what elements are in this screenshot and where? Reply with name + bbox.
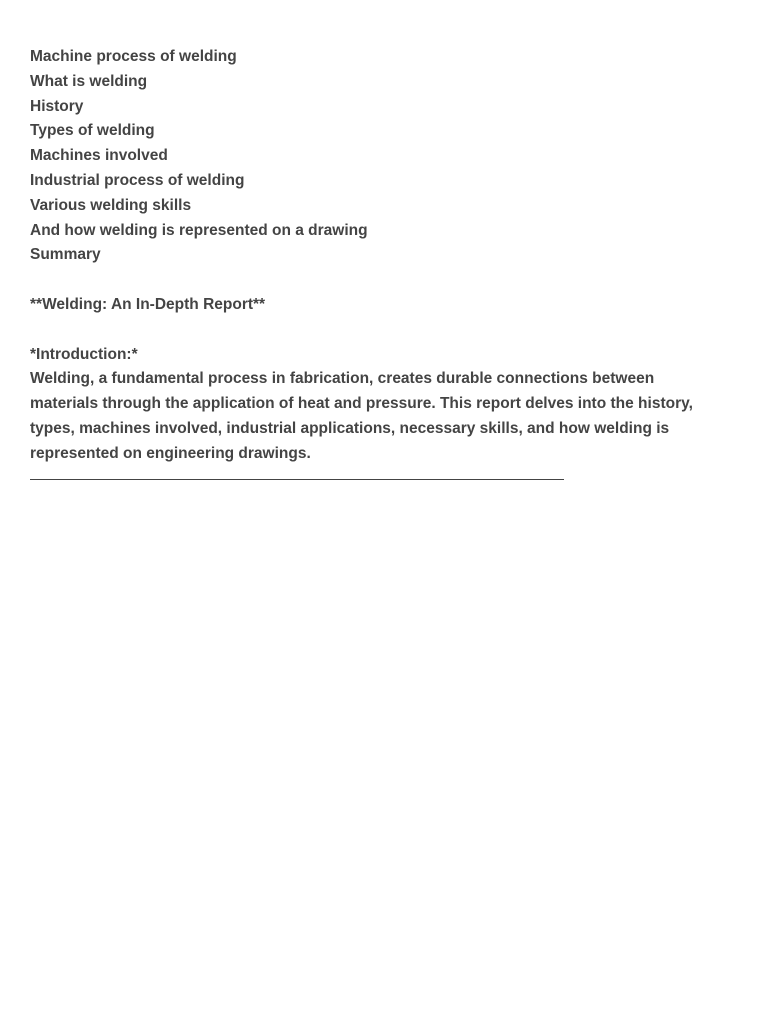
outline-list xyxy=(30,45,730,268)
outline-item: History xyxy=(30,97,84,115)
spacer xyxy=(30,318,730,343)
intro-heading: *Introduction:* xyxy=(30,345,138,363)
outline-item: Various welding skills xyxy=(30,196,192,214)
report-title: **Welding: An In-Depth Report** xyxy=(30,295,266,313)
outline-item: Summary xyxy=(30,246,101,264)
document-body xyxy=(30,45,730,480)
outline-item: Machines involved xyxy=(30,147,168,165)
spacer xyxy=(30,268,730,293)
outline-item: Machine process of welding xyxy=(30,48,237,65)
outline-item: Industrial process of welding xyxy=(30,171,245,189)
outline-item: What is welding xyxy=(30,72,148,90)
horizontal-divider xyxy=(30,479,564,480)
outline-item: Types of welding xyxy=(30,122,155,140)
outline-item: And how welding is represented on a drawing xyxy=(30,221,368,239)
intro-paragraph: Welding, a fundamental process in fabrication, creates durable connections between materials through the application of heat and pressure. This report delves into the history, types, machines involved, industrial applications, necessary skills, and how welding is represented on engineering drawings. xyxy=(30,370,693,462)
